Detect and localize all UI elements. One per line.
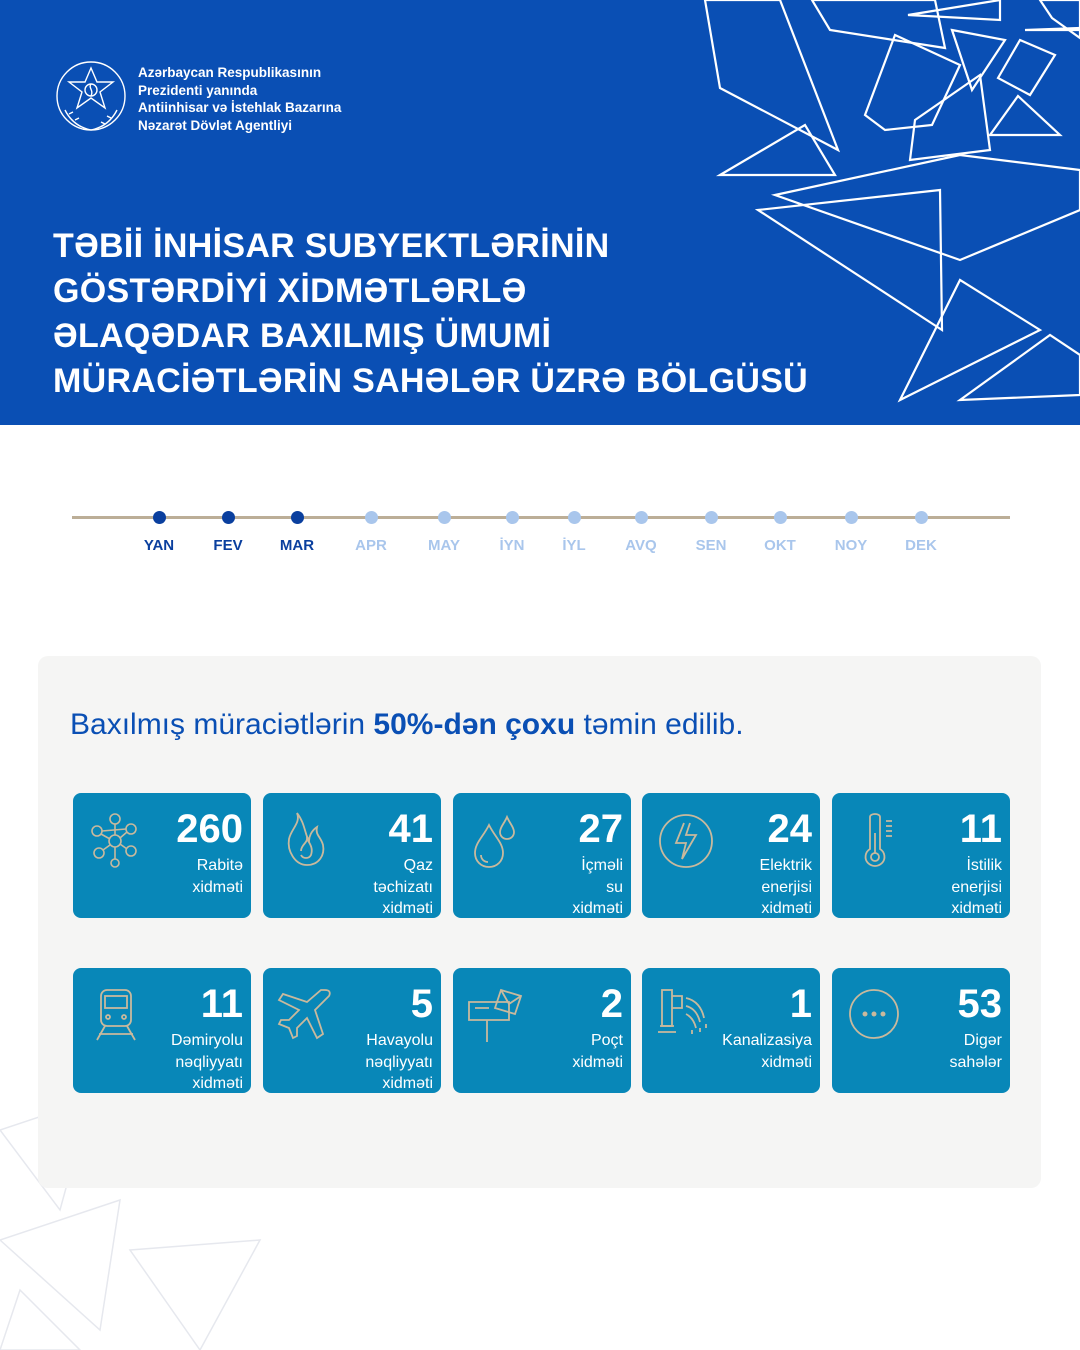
timeline-dot bbox=[635, 511, 648, 524]
timeline-month bbox=[477, 505, 547, 554]
header-banner bbox=[0, 0, 1080, 425]
summary-suffix: təmin edilib. bbox=[575, 708, 744, 741]
timeline-dot bbox=[845, 511, 858, 524]
agency-name-line: Azərbaycan Respublikasının bbox=[138, 65, 322, 80]
stat-value: 5 bbox=[410, 982, 433, 1026]
timeline-month bbox=[193, 505, 263, 554]
timeline-dot bbox=[365, 511, 378, 524]
summary-prefix: Baxılmış müraciətlərin bbox=[70, 708, 374, 741]
stat-label-line: İçməli bbox=[581, 857, 623, 874]
stat-card-sewerage bbox=[642, 968, 820, 1093]
timeline-month-label: İYN bbox=[499, 537, 525, 554]
stat-card-heating bbox=[832, 793, 1010, 918]
timeline-dot bbox=[705, 511, 718, 524]
agency-name-line: Prezidenti yanında bbox=[138, 82, 258, 98]
timeline-month-label: SEN bbox=[695, 537, 727, 554]
stat-label-line: xidməti bbox=[761, 1053, 812, 1071]
timeline-month bbox=[676, 505, 746, 554]
stat-label bbox=[702, 855, 812, 918]
page-title bbox=[53, 224, 808, 404]
timeline-month-label: MAY bbox=[428, 537, 460, 554]
timeline-dot bbox=[774, 511, 787, 524]
stat-label-line: xidməti bbox=[192, 878, 243, 896]
stat-label-line: xidməti bbox=[382, 1075, 433, 1092]
timeline-month bbox=[124, 505, 194, 554]
stat-label bbox=[323, 855, 433, 918]
agency-name bbox=[138, 64, 341, 134]
stat-value: 27 bbox=[578, 807, 623, 851]
timeline-month bbox=[336, 505, 406, 554]
stat-card-airline bbox=[263, 968, 441, 1093]
stat-label-line: xidməti bbox=[951, 900, 1002, 917]
stat-label-line: təchizatı bbox=[373, 878, 433, 896]
agency-name-line: Antiinhisar və İstehlak Bazarına bbox=[138, 100, 342, 115]
timeline-month-label: NOY bbox=[834, 537, 868, 554]
stat-label bbox=[892, 855, 1002, 918]
stat-value: 2 bbox=[600, 982, 623, 1026]
timeline-month bbox=[745, 505, 815, 554]
stat-label-line: nəqliyyatı bbox=[175, 1053, 243, 1071]
timeline-month-label: APR bbox=[355, 537, 387, 554]
stat-label bbox=[513, 855, 623, 918]
timeline-month bbox=[606, 505, 676, 554]
stat-label-line: xidməti bbox=[572, 900, 623, 917]
timeline-dot bbox=[915, 511, 928, 524]
stat-label-line: Digər bbox=[963, 1032, 1002, 1049]
stat-value: 260 bbox=[176, 807, 243, 851]
summary-highlight: 50%-dən çoxu bbox=[373, 708, 576, 741]
timeline-month-label: MAR bbox=[279, 537, 315, 554]
month-timeline bbox=[72, 505, 1010, 565]
stat-card-water bbox=[453, 793, 631, 918]
stat-label bbox=[892, 1030, 1002, 1073]
stat-card-railway bbox=[73, 968, 251, 1093]
stat-value: 41 bbox=[388, 807, 433, 851]
timeline-dot bbox=[291, 511, 304, 524]
timeline-dot bbox=[506, 511, 519, 524]
stat-label-line: xidməti bbox=[192, 1075, 243, 1092]
stat-label bbox=[133, 855, 243, 898]
timeline-month bbox=[539, 505, 609, 554]
stat-card-communication bbox=[73, 793, 251, 918]
stat-label-line: İstilik bbox=[966, 857, 1002, 874]
stat-value: 11 bbox=[959, 807, 1002, 851]
stat-label-line: xidməti bbox=[572, 1053, 623, 1071]
stat-card-other bbox=[832, 968, 1010, 1093]
timeline-dot bbox=[222, 511, 235, 524]
stat-label bbox=[513, 1030, 623, 1073]
stat-label bbox=[702, 1030, 812, 1073]
stat-value: 11 bbox=[200, 982, 243, 1026]
timeline-month-label: DEK bbox=[905, 537, 937, 554]
stat-label bbox=[323, 1030, 433, 1093]
stat-label-line: Dəmiryolu bbox=[170, 1032, 243, 1049]
stat-label-line: sahələr bbox=[949, 1053, 1002, 1071]
summary-headline bbox=[70, 708, 744, 742]
timeline-month-label: İYL bbox=[562, 537, 586, 554]
agency-emblem-icon bbox=[53, 58, 129, 138]
stat-value: 53 bbox=[957, 982, 1002, 1026]
stat-label-line: Qaz bbox=[403, 857, 433, 874]
page-title-line: ƏLAQƏDAR BAXILMIŞ ÜMUMİ bbox=[53, 317, 552, 355]
stat-label-line: nəqliyyatı bbox=[365, 1053, 433, 1071]
stat-label-line: Rabitə bbox=[196, 857, 243, 874]
stats-panel bbox=[38, 656, 1041, 1188]
timeline-dot bbox=[153, 511, 166, 524]
page-title-line: GÖSTƏRDİYİ XİDMƏTLƏRLƏ bbox=[53, 272, 527, 310]
timeline-month-label: YAN bbox=[143, 537, 175, 554]
stat-value: 1 bbox=[789, 982, 812, 1026]
timeline-month-label: AVQ bbox=[625, 537, 657, 554]
timeline-month bbox=[409, 505, 479, 554]
page-title-line: MÜRACİƏTLƏRİN SAHƏLƏR ÜZRƏ BÖLGÜSÜ bbox=[53, 362, 809, 400]
timeline-dot bbox=[438, 511, 451, 524]
page-title-line: TƏBİİ İNHİSAR SUBYEKTLƏRİNİN bbox=[53, 227, 610, 265]
timeline-dot bbox=[568, 511, 581, 524]
stat-label-line: Havayolu bbox=[366, 1032, 433, 1049]
stat-card-electricity bbox=[642, 793, 820, 918]
stat-label-line: enerjisi bbox=[951, 878, 1002, 896]
agency-name-line: Nəzarət Dövlət Agentliyi bbox=[138, 117, 293, 133]
stat-label bbox=[133, 1030, 243, 1093]
timeline-month-label: FEV bbox=[213, 537, 243, 554]
stat-card-gas bbox=[263, 793, 441, 918]
stat-value: 24 bbox=[767, 807, 812, 851]
stat-label-line: Poçt bbox=[590, 1032, 623, 1049]
stat-label-line: Elektrik bbox=[759, 857, 812, 874]
stat-label-line: su bbox=[606, 878, 623, 896]
stat-card-post bbox=[453, 968, 631, 1093]
timeline-month bbox=[262, 505, 332, 554]
stat-label-line: Kanalizasiya bbox=[722, 1032, 812, 1049]
stat-label-line: xidməti bbox=[382, 900, 433, 917]
stat-label-line: xidməti bbox=[761, 900, 812, 917]
timeline-month bbox=[886, 505, 956, 554]
timeline-month-label: OKT bbox=[764, 537, 796, 554]
stat-label-line: enerjisi bbox=[761, 878, 812, 896]
timeline-month bbox=[816, 505, 886, 554]
